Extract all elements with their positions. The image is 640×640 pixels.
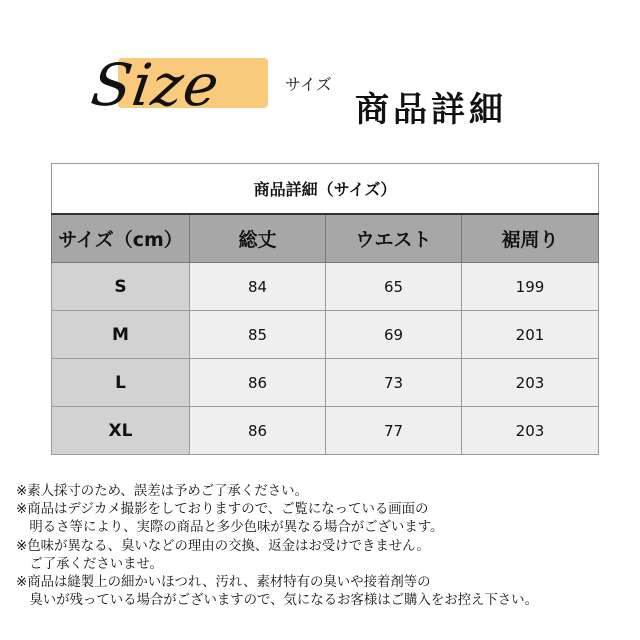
waist-cell: 69 [326, 311, 462, 359]
hem-cell: 199 [462, 263, 599, 311]
table-row [52, 359, 599, 407]
size-cell: M [52, 311, 190, 359]
table-row [52, 311, 599, 359]
note-line: 臭いが残っている場合がございますので、気になるお客様はご購入をお控え下さい。 [16, 593, 538, 609]
page-header [0, 0, 640, 150]
hem-cell: 201 [462, 311, 599, 359]
size-kana-label: サイズ [285, 75, 332, 94]
waist-cell: 65 [326, 263, 462, 311]
product-details-title: 商品詳細 [355, 90, 507, 130]
size-cell: S [52, 263, 190, 311]
column-header-waist: ウエスト [326, 214, 462, 263]
note-line: ご了承くださいませ。 [16, 556, 163, 572]
size-cell: L [52, 359, 190, 407]
note-line: ※素人採寸のため、誤差は予めご了承ください。 [16, 484, 308, 499]
total-length-cell: 85 [190, 311, 326, 359]
table-caption-row [52, 164, 599, 215]
size-table [51, 163, 599, 455]
total-length-cell: 86 [190, 407, 326, 455]
table-header-row [52, 214, 599, 263]
column-header-size: サイズ（cm） [52, 214, 190, 263]
note-line: 明るさ等により、実際の商品と多少色味が異なる場合がございます。 [16, 520, 444, 536]
waist-cell: 77 [326, 407, 462, 455]
hem-cell: 203 [462, 359, 599, 407]
size-cell: XL [52, 407, 190, 455]
hem-cell: 203 [462, 407, 599, 455]
size-script-title: Size [87, 51, 224, 119]
waist-cell: 73 [326, 359, 462, 407]
table-row [52, 407, 599, 455]
total-length-cell: 84 [190, 263, 326, 311]
column-header-hem: 裾周り [462, 214, 599, 263]
table-row [52, 263, 599, 311]
note-line: ※色味が異なる、臭いなどの理由の交換、返金はお受けできません。 [16, 538, 430, 554]
note-line: ※商品は縫製上の細かいほつれ、汚れ、素材特有の臭いや接着剤等の [16, 575, 431, 591]
column-header-total-length: 総丈 [190, 214, 326, 263]
note-line: ※商品はデジカメ撮影をしておりますので、ご覧になっている画面の [16, 502, 429, 518]
total-length-cell: 86 [190, 359, 326, 407]
notes-block [16, 483, 626, 610]
table-caption: 商品詳細（サイズ） [52, 164, 599, 215]
